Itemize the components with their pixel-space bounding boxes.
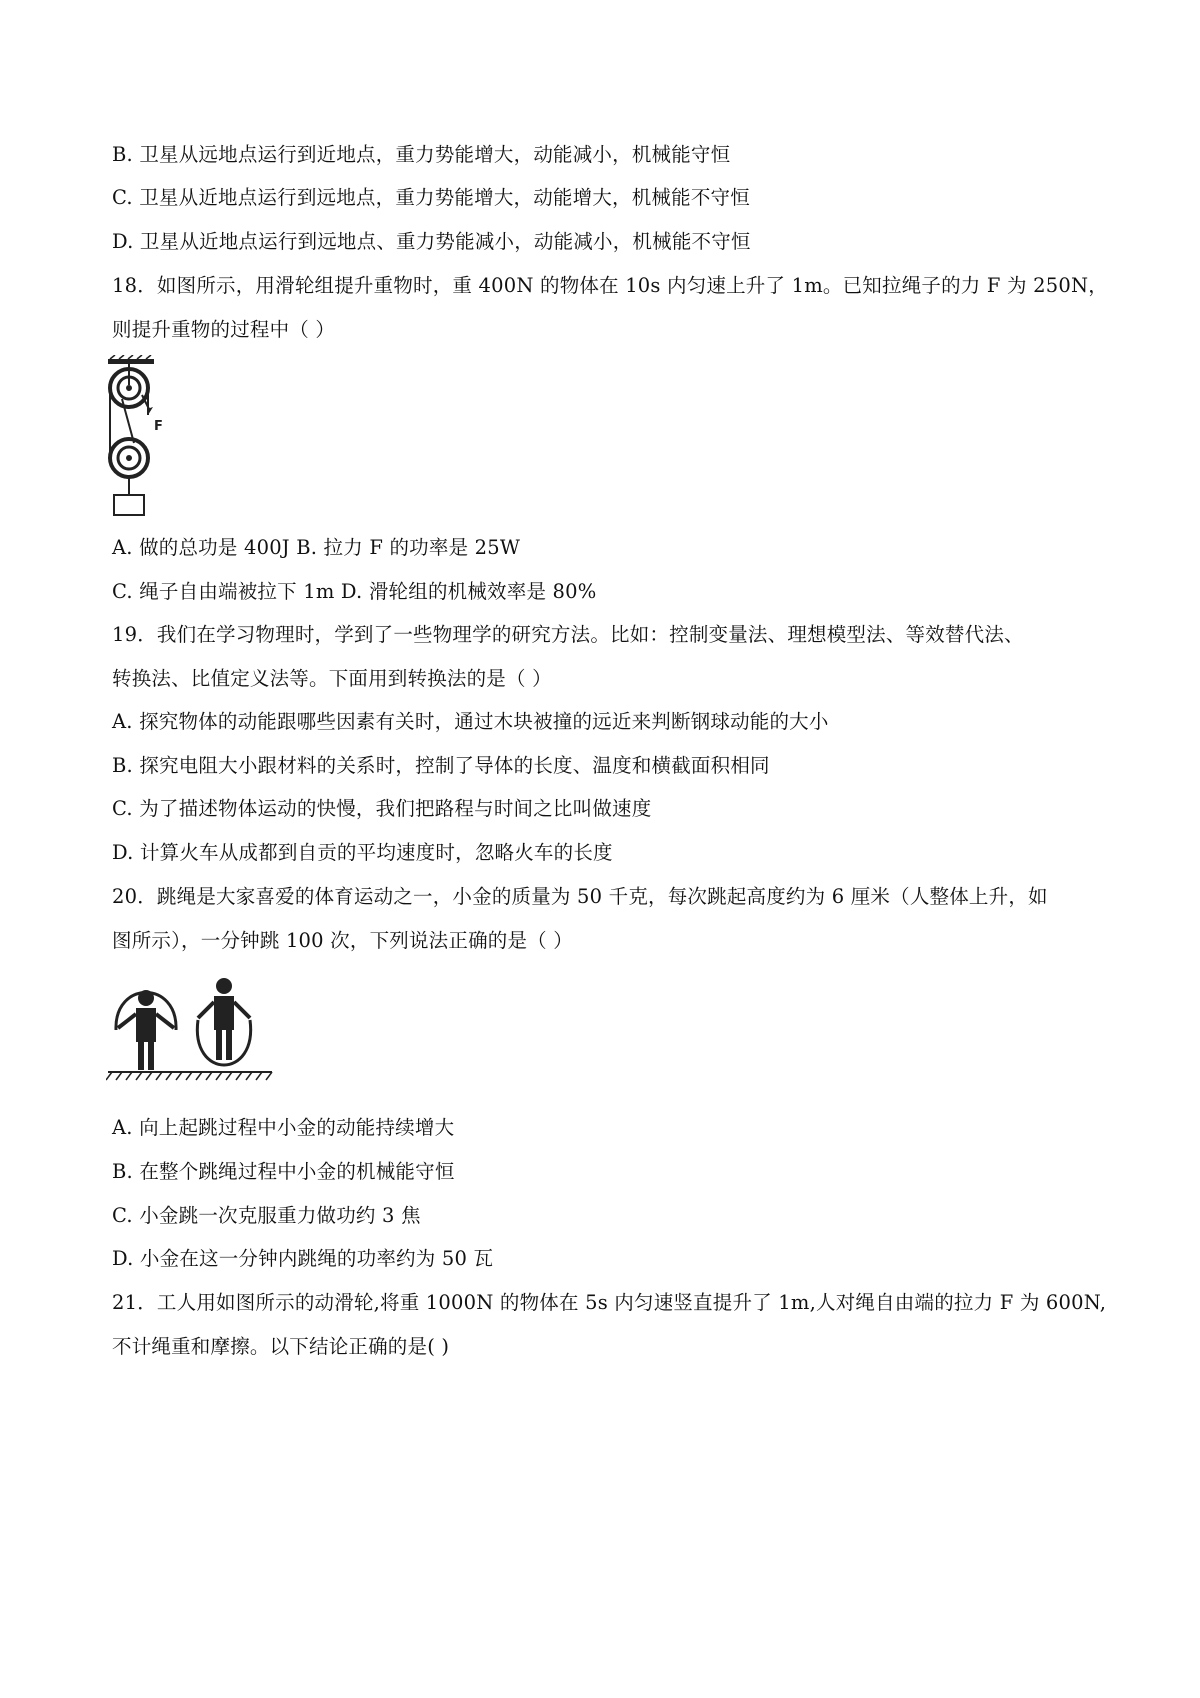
q19-option-a: A. 探究物体的动能跟哪些因素有关时，通过木块被撞的远近来判断钢球动能的大小 (112, 710, 829, 733)
q19-option-b: B. 探究电阻大小跟材料的关系时，控制了导体的长度、温度和横截面积相同 (112, 754, 770, 777)
jump-rope-figure (106, 970, 274, 1090)
q18-stem-line2: 则提升重物的过程中（ ） (112, 318, 336, 341)
q18-options-cd: C. 绳子自由端被拉下 1m D. 滑轮组的机械效率是 80% (112, 580, 597, 603)
q20-option-b: B. 在整个跳绳过程中小金的机械能守恒 (112, 1160, 455, 1183)
q21-stem-line1: 21．工人用如图所示的动滑轮,将重 1000N 的物体在 5s 内匀速竖直提升了 1m,人对绳自由端的拉力 F 为 600N, (112, 1291, 1107, 1314)
q20-stem-line1: 20．跳绳是大家喜爱的体育运动之一，小金的质量为 50 千克，每次跳起高度约为 6 厘米（人整体上升，如 (112, 885, 1048, 908)
q20-option-d: D. 小金在这一分钟内跳绳的功率约为 50 瓦 (112, 1247, 494, 1270)
q19-stem-line1: 19．我们在学习物理时，学到了一些物理学的研究方法。比如：控制变量法、理想模型法、等效替代法、 (112, 623, 1024, 646)
q21-stem-line2: 不计绳重和摩擦。以下结论正确的是( ) (112, 1335, 450, 1358)
q17-option-c: C. 卫星从近地点运行到远地点，重力势能增大，动能增大，机械能不守恒 (112, 186, 750, 209)
q18-options-ab: A. 做的总功是 400J B. 拉力 F 的功率是 25W (112, 536, 521, 559)
q20-option-c: C. 小金跳一次克服重力做功约 3 焦 (112, 1204, 421, 1227)
pulley-system-figure (104, 355, 174, 517)
q19-option-c: C. 为了描述物体运动的快慢，我们把路程与时间之比叫做速度 (112, 797, 652, 820)
q17-option-d: D. 卫星从近地点运行到远地点、重力势能减小，动能减小，机械能不守恒 (112, 230, 751, 253)
q19-option-d: D. 计算火车从成都到自贡的平均速度时，忽略火车的长度 (112, 841, 613, 864)
q17-option-b: B. 卫星从远地点运行到近地点，重力势能增大，动能减小，机械能守恒 (112, 143, 731, 166)
q20-option-a: A. 向上起跳过程中小金的动能持续增大 (112, 1116, 455, 1139)
pulley-force-label: F (154, 419, 163, 434)
q19-stem-line2: 转换法、比值定义法等。下面用到转换法的是（ ） (112, 667, 552, 690)
q20-stem-line2: 图所示），一分钟跳 100 次，下列说法正确的是（ ） (112, 929, 573, 952)
q18-stem-line1: 18．如图所示，用滑轮组提升重物时，重 400N 的物体在 10s 内匀速上升了 1m。已知拉绳子的力 F 为 250N， (112, 274, 1108, 297)
